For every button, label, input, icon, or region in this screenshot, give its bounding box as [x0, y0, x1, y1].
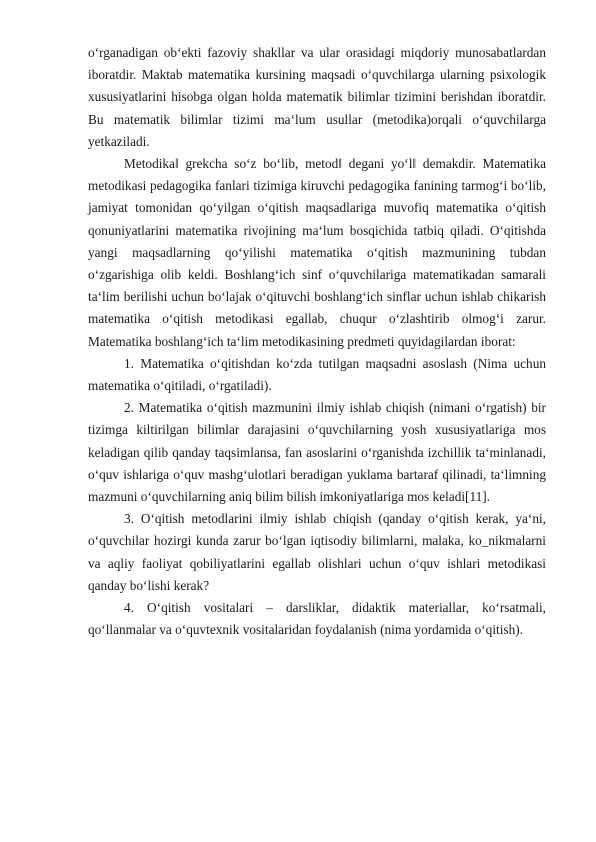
paragraph-1: o‘rganadigan ob‘ekti fazoviy shakllar va ular orasidagi miqdoriy munosabatlardan iboratdir. Maktab matematika kursining maqsadi o‘quvchilarga ularning psixologik xususiyatlarini hisobga olgan holda matematik bilimlar tizimini berishdan iboratdir. Bu matematik bilimlar tizimi ma‘lum usullar (metodika)orqali o‘quvchilarga yetkaziladi. — [88, 45, 546, 149]
paragraph-4: 2. Matematika o‘qitish mazmunini ilmiy ishlab chiqish (nimani o‘rgatish) bir tizimga kiltirilgan bilimlar darajasini o‘quvchilarning yosh xususiyatlariga mos keladigan qilib qanday taqsimlansa, fan asoslarini o‘rganishda izchillik ta‘minlanadi, o‘quv ishlariga o‘quv mashg‘ulotlari beradigan yuklama bartaraf qilinadi, ta‘limning mazmuni o‘quvchilarning aniq bilim bilish imkoniyatlariga mos keladi[11]. — [88, 400, 546, 505]
paragraph-2: Metodika‖ grekcha so‘z bo‘lib, metod‖ degani yo‘l‖ demakdir. Matematika metodikasi pedagogika fanlari tizimiga kiruvchi pedagogika fanining tarmog‘i bo‘lib, jamiyat tomonidan qo‘yilgan o‘qitish maqsadlariga muvofiq matematika o‘qitish qonuniyatlarini matematika rivojining ma‘lum bosqichida tatbiq qiladi. O‘qitishda yangi maqsadlarning qo‘yilishi matematika o‘qitish mazmunining tubdan o‘zgarishiga olib keldi. Boshlang‘ich sinf o‘quvchilariga matematikadan samarali ta‘lim berilishi uchun bo‘lajak o‘qituvchi boshlang‘ich sinflar uchun ishlab chikarish matematika o‘qitish metodikasi egallab, chuqur o‘zlashtirib olmog‘i zarur. Matematika boshlang‘ich ta‘lim metodikasining predmeti quyidagilardan iborat: — [88, 156, 546, 349]
paragraph-6: 4. O‘qitish vositalari – darsliklar, didaktik materiallar, ko‘rsatmali, qo‘llanmalar va o‘quvtexnik vositalaridan foydalanish (nima yordamida o‘qitish). — [88, 600, 546, 638]
paragraph-3: 1. Matematika o‘qitishdan ko‘zda tutilgan maqsadni asoslash (Nima uchun matematika o‘qitiladi, o‘rgatiladi). — [88, 355, 546, 394]
document-page — [88, 42, 546, 641]
paragraph-5: 3. O‘qitish metodlarini ilmiy ishlab chiqish (qanday o‘qitish kerak, ya‘ni, o‘quvchilar hozirgi kunda zarur bo‘lgan iqtisodiy bilimlarni, malaka, ko_nikmalarni va aqliy faoliyat qobiliyatlarini egallab olishlari uchun o‘quv ishlari metodikasi qanday bo‘lishi kerak? — [88, 511, 546, 593]
